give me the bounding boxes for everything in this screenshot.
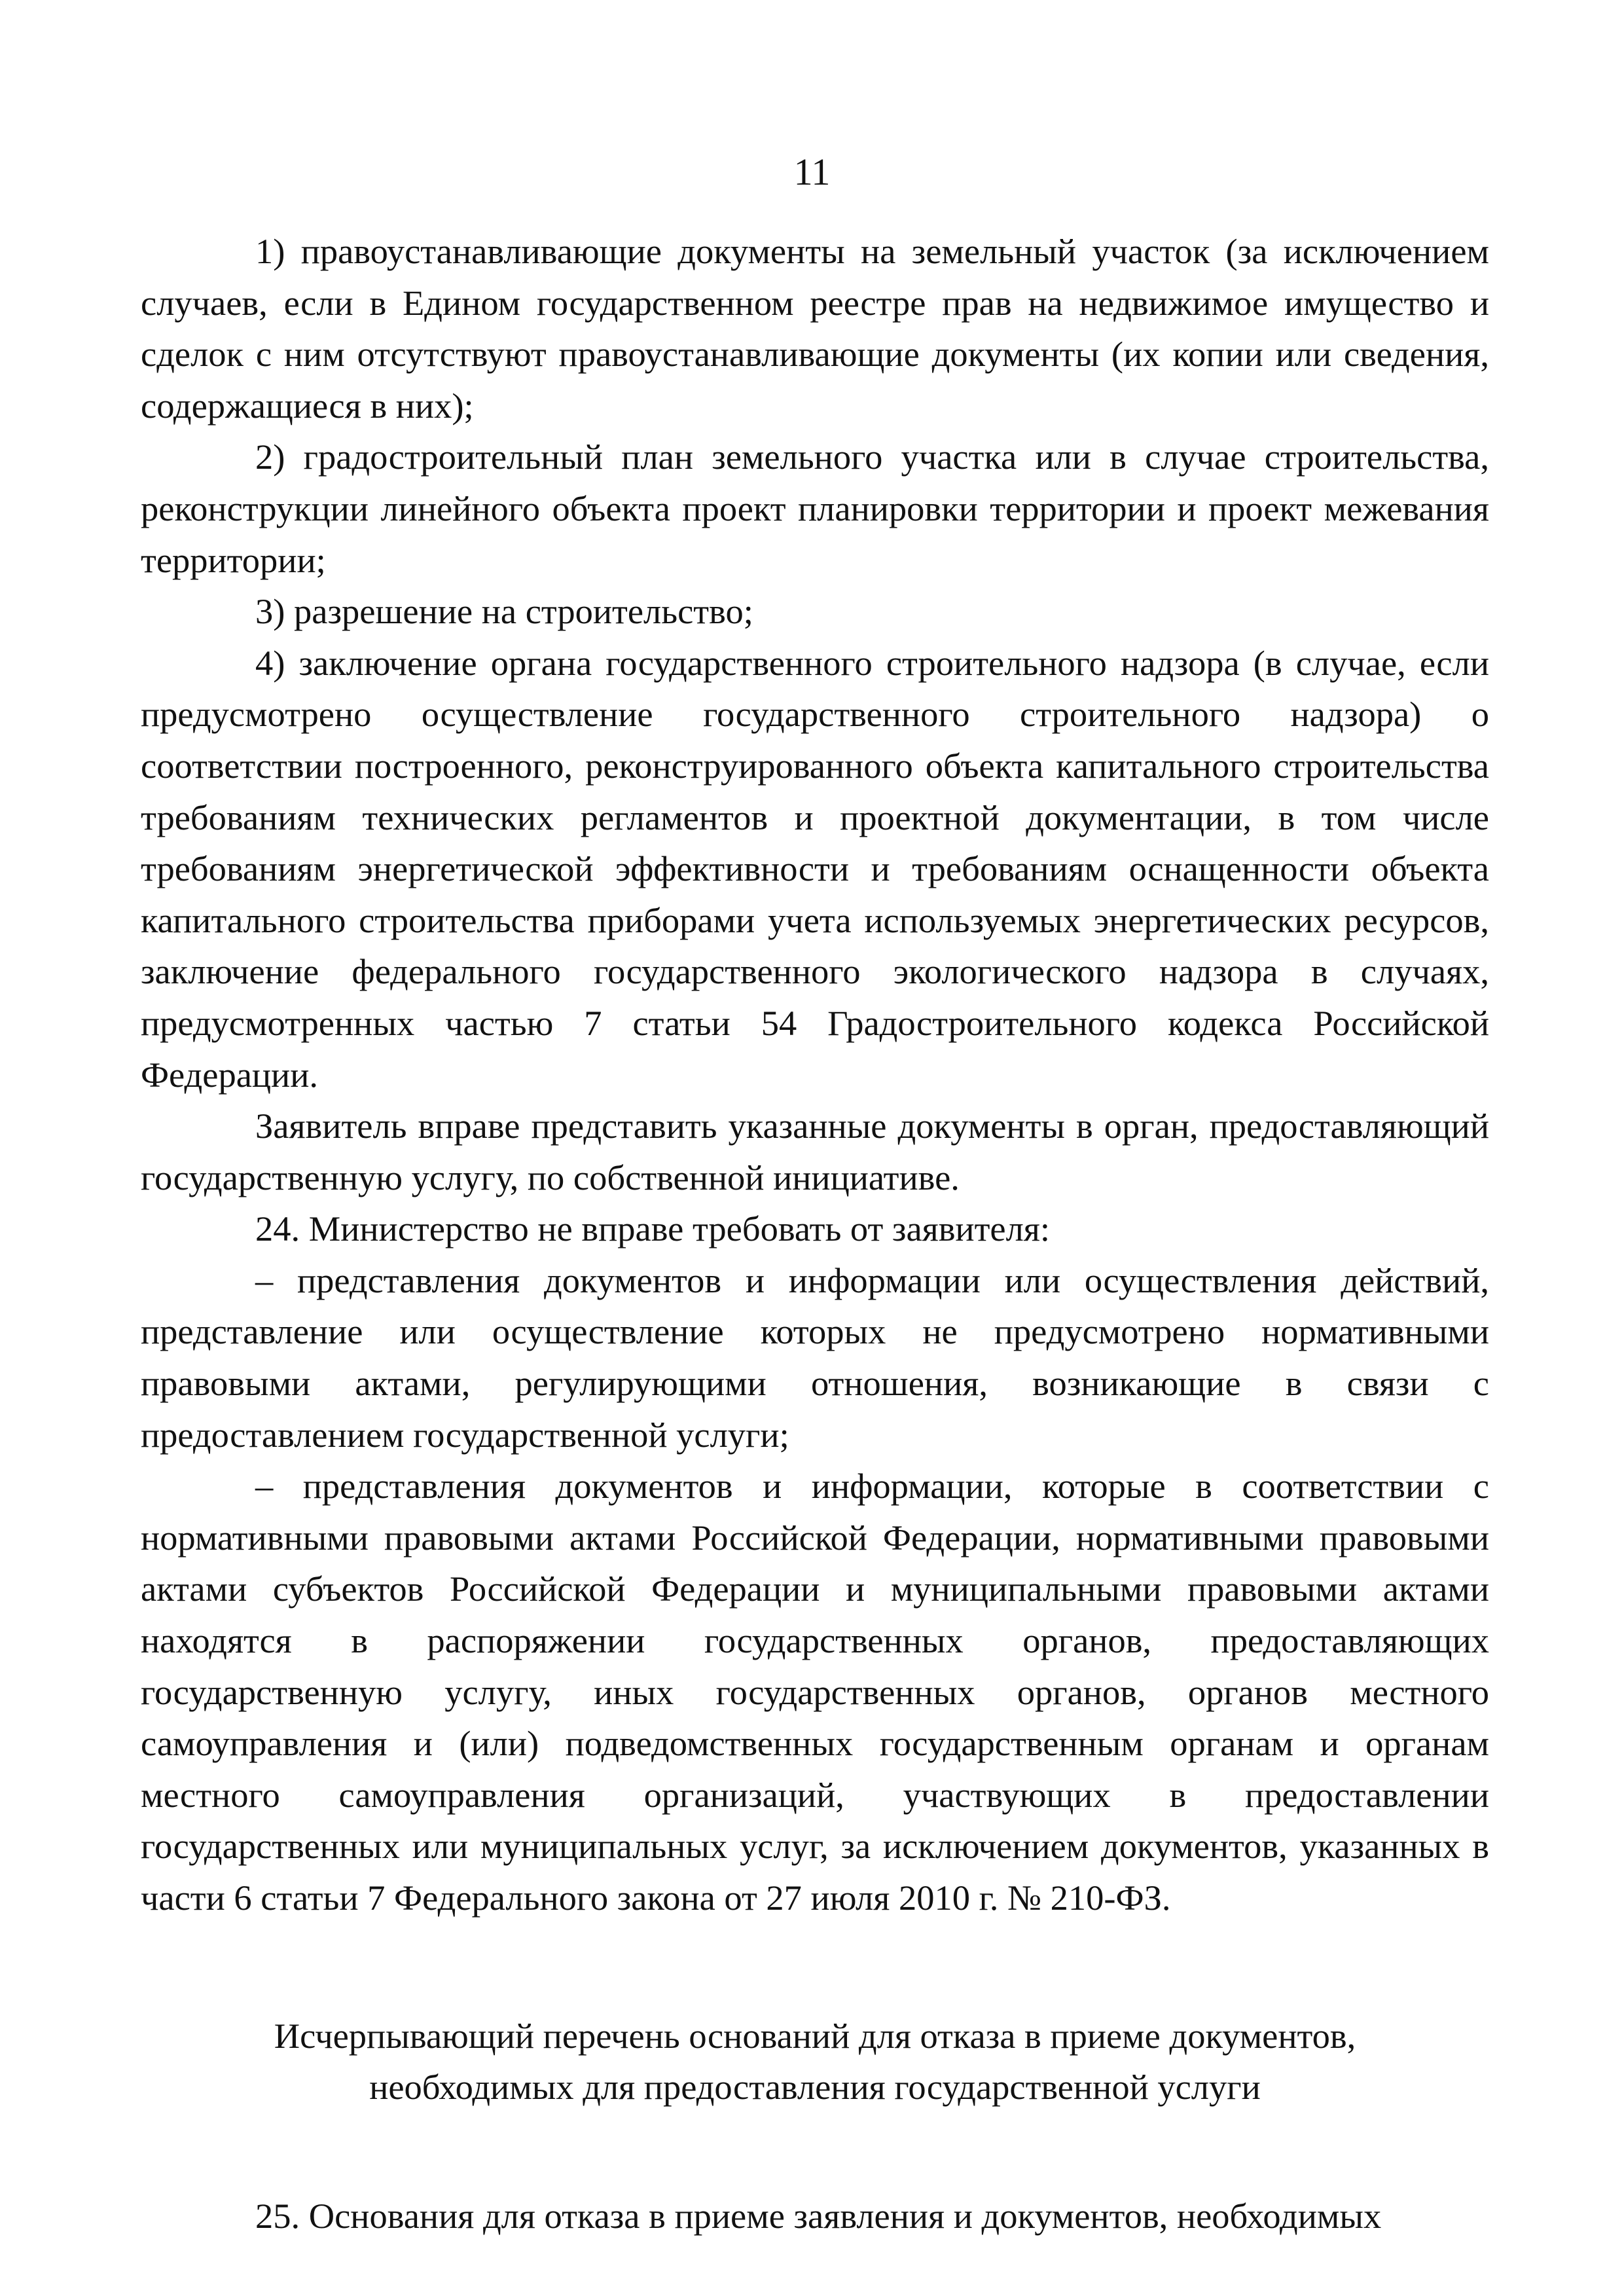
paragraph-item-2: 2) градостроительный план земельного участка или в случае строительства, реконструкции линейного объекта проект планировки территории и проект межевания территории; xyxy=(141,437,1489,580)
paragraph-applicant-right: Заявитель вправе представить указанные документы в орган, предоставляющий государственную услугу, по собственной инициативе. xyxy=(141,1106,1489,1197)
paragraph-item-1: 1) правоустанавливающие документы на земельный участок (за исключением случаев, если в Едином государственном реестре прав на недвижимое имущество и сделок с ним отсутствуют правоустанавливающие документы (их копии или сведения, содержащиеся в них); xyxy=(141,231,1489,426)
paragraph-clause-25: 25. Основания для отказа в приеме заявления и документов, необходимых xyxy=(255,2195,1382,2236)
paragraph-clause-24: 24. Министерство не вправе требовать от заявителя: xyxy=(255,1209,1051,1249)
page-number: 11 xyxy=(793,151,831,193)
section-heading-line-2: необходимых для предоставления государственной услуги xyxy=(369,2067,1261,2107)
section-heading xyxy=(141,2011,1489,2113)
paragraph-dash-2: – представления документов и информации, которые в соответствии с нормативными правовыми актами Российской Федерации, нормативными правовыми актами субъектов Российской Федерации и муниципальными правовыми актами находятся в распоряжении государственных органов, предоставляющих государственную услугу, иных государственных органов, органов местного самоуправления и (или) подведомственных государственным органам и органам местного самоуправления организаций, участвующих в предоставлении государственных или муниципальных услуг, за исключением документов, указанных в части 6 статьи 7 Федерального закона от 27 июля 2010 г. № 210-ФЗ. xyxy=(141,1466,1489,1918)
paragraph-item-3: 3) разрешение на строительство; xyxy=(255,591,753,632)
document-body xyxy=(141,226,1489,2242)
section-heading-line-1: Исчерпывающий перечень оснований для отказа в приеме документов, xyxy=(274,2015,1356,2056)
paragraph-item-4: 4) заключение органа государственного строительного надзора (в случае, если предусмотрено осуществление государственного строительного надзора) о соответствии построенного, реконструированного объекта капитального строительства требованиям технических регламентов и проектной документации, в том числе требованиям энергетической эффективности и требованиям оснащенности объекта капитального строительства приборами учета используемых энергетических ресурсов, заключение федерального государственного экологического надзора в случаях, предусмотренных частью 7 статьи 54 Градостроительного кодекса Российской Федерации. xyxy=(141,642,1489,1095)
paragraph-dash-1: – представления документов и информации или осуществления действий, представление или осуществление которых не предусмотрено нормативными правовыми актами, регулирующими отношения, возникающие в связи с предоставлением государственной услуги; xyxy=(141,1260,1489,1455)
